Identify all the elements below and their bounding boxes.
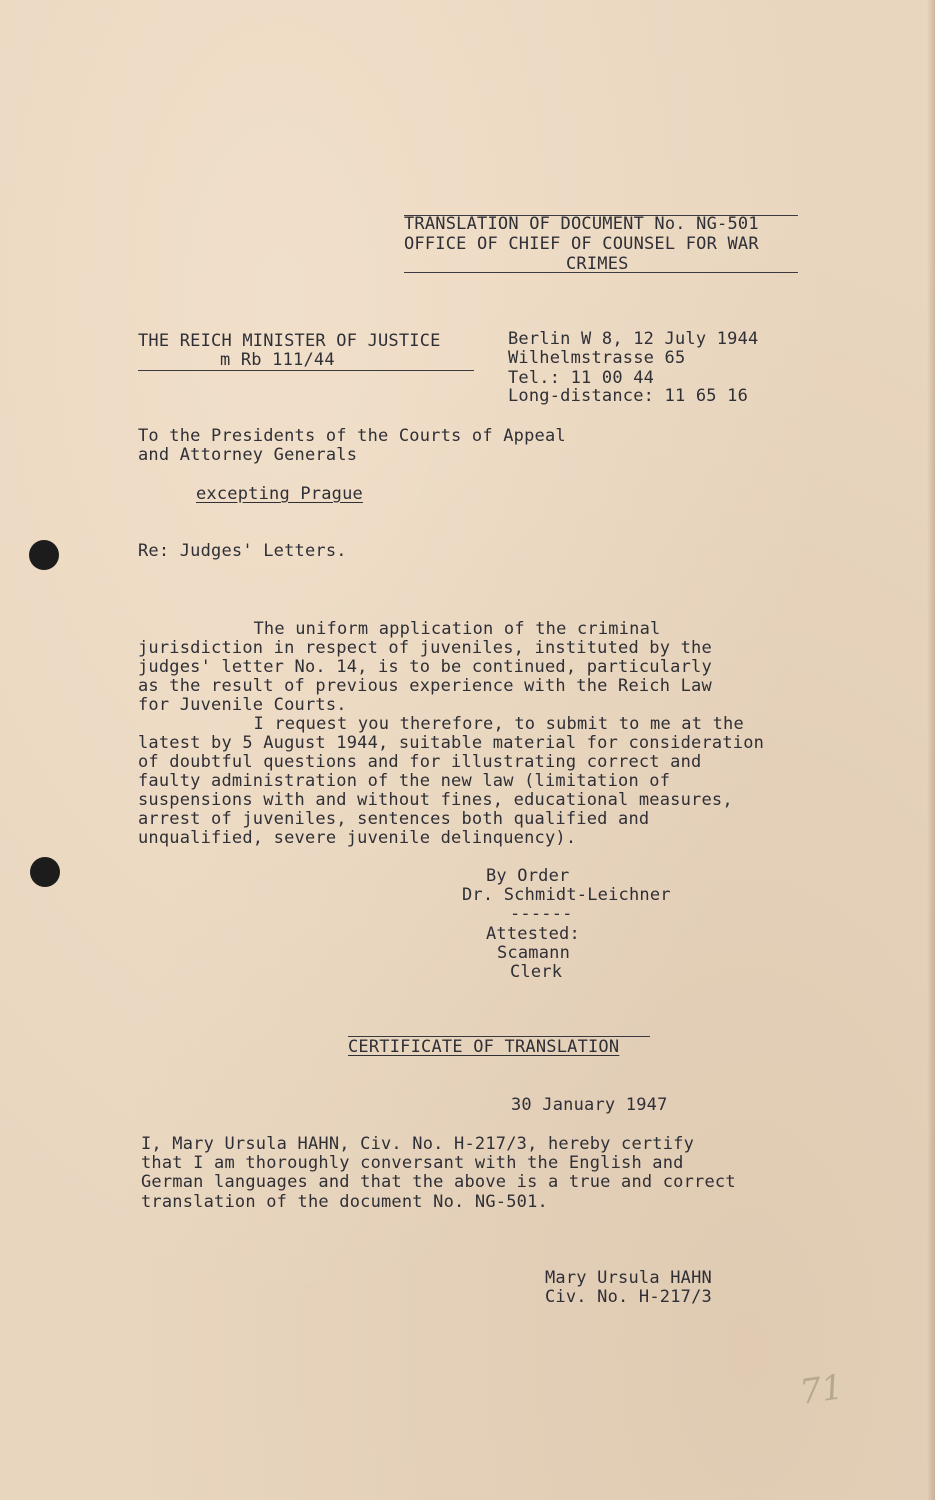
- body-p2-line-7: unqualified, severe juvenile delinquency).: [138, 828, 577, 848]
- body-p2-line-6: arrest of juveniles, sentences both qualified and: [138, 809, 650, 829]
- punch-hole-lower: [30, 857, 60, 887]
- header-line-1: TRANSLATION OF DOCUMENT No. NG-501: [404, 214, 759, 234]
- sender-rule: [138, 370, 474, 371]
- signatory-name: Dr. Schmidt-Leichner: [462, 885, 671, 905]
- sender-title: THE REICH MINISTER OF JUSTICE: [138, 331, 441, 351]
- header-rule-top: [404, 215, 798, 216]
- body-p1-line-4: as the result of previous experience with the Reich Law: [138, 676, 712, 696]
- punch-hole-upper: [29, 540, 59, 570]
- address-line-1: Berlin W 8, 12 July 1944: [508, 329, 759, 349]
- certificate-heading: CERTIFICATE OF TRANSLATION: [348, 1037, 620, 1057]
- body-p2-line-3: of doubtful questions and for illustrating correct and: [138, 752, 702, 772]
- address-line-3: Tel.: 11 00 44: [508, 368, 655, 388]
- certificate-date: 30 January 1947: [511, 1095, 668, 1115]
- certificate-text-line-2: that I am thoroughly conversant with the English and: [141, 1153, 684, 1173]
- certificate-text-line-3: German languages and that the above is a true and correct: [141, 1172, 736, 1192]
- by-order-label: By Order: [486, 866, 570, 886]
- address-line-2: Wilhelmstrasse 65: [508, 348, 686, 368]
- body-p1-line-5: for Juvenile Courts.: [138, 695, 347, 715]
- pencil-page-number: 71: [797, 1367, 846, 1413]
- translator-name: Mary Ursula HAHN: [545, 1268, 712, 1288]
- body-p1-line-3: judges' letter No. 14, is to be continued, particularly: [138, 657, 712, 677]
- signature-dashes: ------: [510, 904, 573, 924]
- clerk-name: Scamann: [497, 943, 571, 963]
- body-p1-line-2: jurisdiction in respect of juveniles, instituted by the: [138, 638, 712, 658]
- header-rule-bottom: [404, 272, 798, 273]
- body-p2-line-4: faulty administration of the new law (limitation of: [138, 771, 671, 791]
- header-line-2: OFFICE OF CHIEF OF COUNSEL FOR WAR: [404, 234, 759, 254]
- sender-reference: m Rb 111/44: [220, 350, 335, 370]
- certificate-text-line-1: I, Mary Ursula HAHN, Civ. No. H-217/3, hereby certify: [141, 1134, 695, 1154]
- body-p2-line-2: latest by 5 August 1944, suitable material for consideration: [138, 733, 765, 753]
- recipients-line-1: To the Presidents of the Courts of Appeal: [138, 426, 566, 446]
- clerk-title: Clerk: [510, 962, 563, 982]
- header-line-3: CRIMES: [566, 254, 629, 274]
- recipients-exception: excepting Prague: [196, 484, 363, 504]
- certificate-text-line-4: translation of the document No. NG-501.: [141, 1192, 548, 1212]
- body-p1-line-1: The uniform application of the criminal: [170, 619, 661, 639]
- subject-line: Re: Judges' Letters.: [138, 541, 347, 561]
- page-edge-shadow: [927, 0, 935, 1500]
- body-p2-line-1: I request you therefore, to submit to me at the: [170, 714, 744, 734]
- address-line-4: Long-distance: 11 65 16: [508, 386, 749, 406]
- attested-label: Attested:: [486, 924, 580, 944]
- recipients-line-2: and Attorney Generals: [138, 445, 358, 465]
- body-p2-line-5: suspensions with and without fines, educational measures,: [138, 790, 733, 810]
- translator-civ-number: Civ. No. H-217/3: [545, 1287, 712, 1307]
